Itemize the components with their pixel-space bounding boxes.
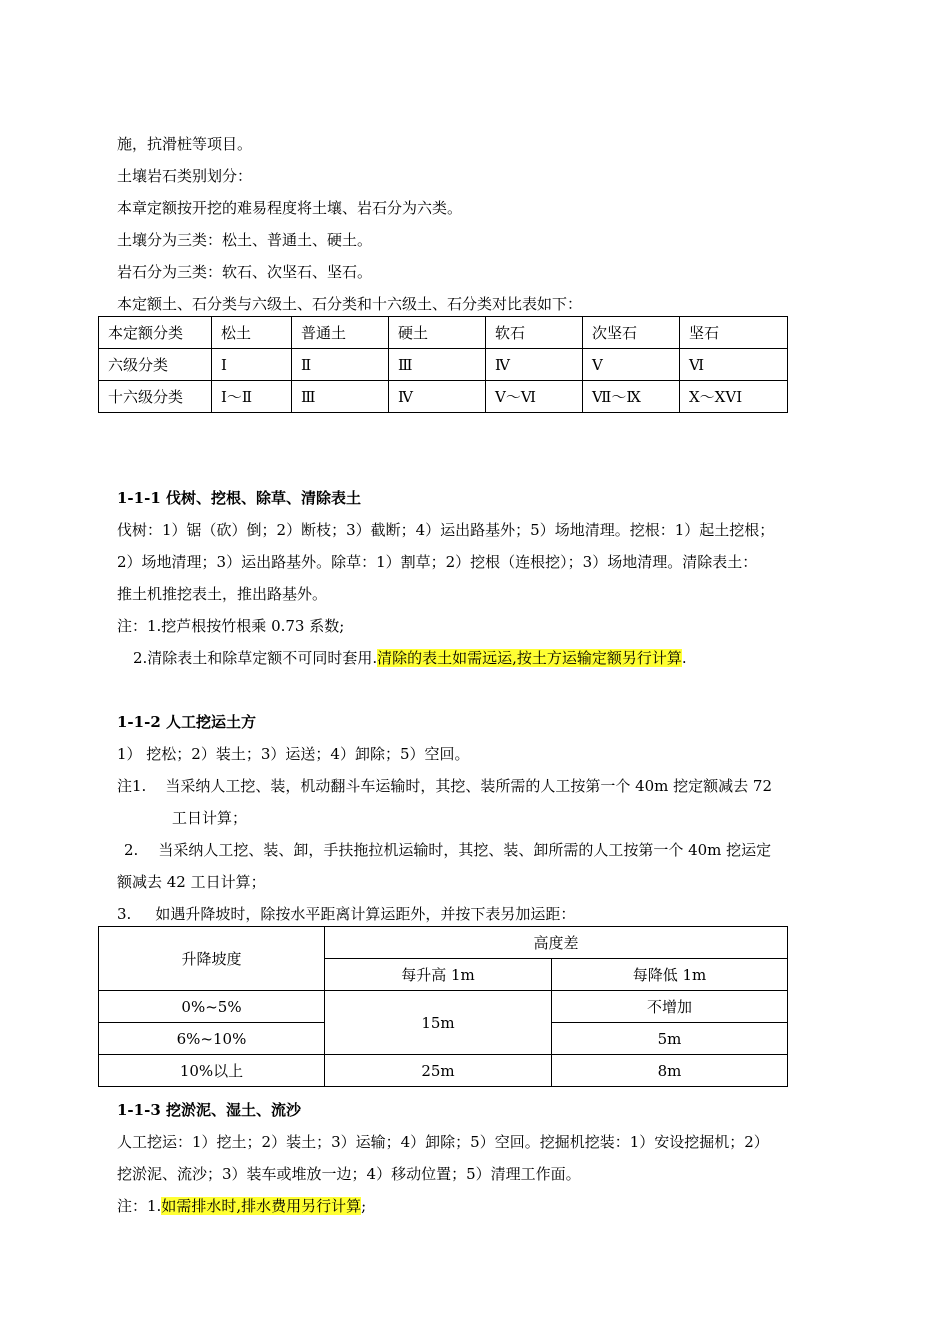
table-cell: 硬土 xyxy=(389,317,486,349)
table-cell: 0%~5% xyxy=(99,991,325,1023)
highlighted-text: 如需排水时,排水费用另行计算 xyxy=(161,1197,362,1215)
note-line xyxy=(117,776,772,796)
text-line: 本章定额按开挖的难易程度将土壤、岩石分为六类。 xyxy=(117,199,463,217)
table-cell: 6%~10% xyxy=(99,1023,325,1055)
table-cell: Ⅳ xyxy=(389,381,486,413)
table-cell: Ⅲ xyxy=(389,349,486,381)
note-line xyxy=(133,648,687,668)
table-cell: 软石 xyxy=(486,317,583,349)
note-text: ; xyxy=(361,1197,367,1215)
table-header-cell: 升降坡度 xyxy=(99,927,325,991)
table-header-cell: 高度差 xyxy=(325,927,788,959)
table-cell: Ⅹ～XVI xyxy=(680,381,788,413)
text-line: 人工挖运：1）挖土；2）装土；3）运输；4）卸除；5）空回。挖掘机挖装：1）安设挖掘机；2） xyxy=(117,1133,769,1151)
table-row xyxy=(99,381,788,413)
table-cell: Ⅱ xyxy=(292,349,389,381)
classification-table xyxy=(98,316,788,413)
text-line: 土壤分为三类：松土、普通土、硬土。 xyxy=(117,231,373,249)
text-line: 推土机推挖表土，推出路基外。 xyxy=(117,585,328,603)
note-line xyxy=(124,840,771,860)
text-line: 伐树：1）锯（砍）倒；2）断枝；3）截断；4）运出路基外；5）场地清理。挖根：1）起土挖根； xyxy=(117,521,775,539)
table-row xyxy=(99,927,788,959)
table-cell: 5m xyxy=(552,1023,788,1055)
note-text: 如遇升降坡时，除按水平距离计算运距外，并按下表另加运距： xyxy=(155,905,576,923)
note-text: . xyxy=(681,649,687,667)
note-text: 2.清除表土和除草定额不可同时套用. xyxy=(133,649,378,667)
note-line xyxy=(117,904,575,924)
table-cell: 次坚石 xyxy=(583,317,680,349)
text-line: 额减去 42 工日计算； xyxy=(117,873,266,891)
table-cell: Ⅰ～Ⅱ xyxy=(212,381,292,413)
table-row xyxy=(99,991,788,1023)
note-number: 2. xyxy=(124,841,139,859)
text-line: 2）场地清理；3）运出路基外。除草：1）割草；2）挖根（连根挖）；3）场地清理。清除表土： xyxy=(117,553,758,571)
table-cell: 25m xyxy=(325,1055,552,1087)
table-row xyxy=(99,317,788,349)
note-text: 注：1. xyxy=(117,1197,162,1215)
table-cell: 十六级分类 xyxy=(99,381,212,413)
table-cell: Ⅲ xyxy=(292,381,389,413)
text-line: 工日计算； xyxy=(172,809,248,827)
slope-table xyxy=(98,926,788,1087)
table-cell: 坚石 xyxy=(680,317,788,349)
table-cell: Ⅴ～Ⅵ xyxy=(486,381,583,413)
table-cell: 普通土 xyxy=(292,317,389,349)
table-cell: 六级分类 xyxy=(99,349,212,381)
table-cell: Ⅳ xyxy=(486,349,583,381)
table-row xyxy=(99,1055,788,1087)
table-cell: Ⅰ xyxy=(212,349,292,381)
table-row xyxy=(99,349,788,381)
note-text: 当采纳人工挖、装，机动翻斗车运输时，其挖、装所需的人工按第一个 40m 挖定额减去 72 xyxy=(165,777,773,795)
note-number: 注1. xyxy=(117,777,147,795)
table-cell: 15m xyxy=(325,991,552,1055)
table-cell: Ⅵ xyxy=(680,349,788,381)
table-header-cell: 每降低 1m xyxy=(552,959,788,991)
text-line: 本定额土、石分类与六级土、石分类和十六级土、石分类对比表如下： xyxy=(117,295,583,313)
text-line: 岩石分为三类：软石、次坚石、坚石。 xyxy=(117,263,373,281)
text-line: 土壤岩石类别划分： xyxy=(117,167,253,185)
note-line xyxy=(117,1196,366,1216)
text-line: 挖淤泥、流沙；3）装车或堆放一边；4）移动位置；5）清理工作面。 xyxy=(117,1165,581,1183)
note-line: 注：1.挖芦根按竹根乘 0.73 系数; xyxy=(117,617,345,635)
table-header-cell: 每升高 1m xyxy=(325,959,552,991)
note-text: 当采纳人工挖、装、卸，手扶拖拉机运输时，其挖、装、卸所需的人工按第一个 40m 挖运定 xyxy=(158,841,772,859)
section-heading: 1-1-3 挖淤泥、湿土、流沙 xyxy=(117,1101,301,1119)
section-heading: 1-1-2 人工挖运土方 xyxy=(117,713,256,731)
table-cell: Ⅴ xyxy=(583,349,680,381)
text-line: 1） 挖松；2）装土；3）运送；4）卸除；5）空回。 xyxy=(117,745,470,763)
table-cell: 不增加 xyxy=(552,991,788,1023)
highlighted-text: 清除的表土如需远运,按土方运输定额另行计算 xyxy=(377,649,682,667)
table-cell: 松土 xyxy=(212,317,292,349)
section-heading: 1-1-1 伐树、挖根、除草、清除表土 xyxy=(117,489,361,507)
table-cell: 本定额分类 xyxy=(99,317,212,349)
text-line: 施，抗滑桩等项目。 xyxy=(117,135,253,153)
table-cell: 8m xyxy=(552,1055,788,1087)
table-cell: Ⅶ～Ⅸ xyxy=(583,381,680,413)
note-number: 3. xyxy=(117,905,132,923)
table-cell: 10%以上 xyxy=(99,1055,325,1087)
